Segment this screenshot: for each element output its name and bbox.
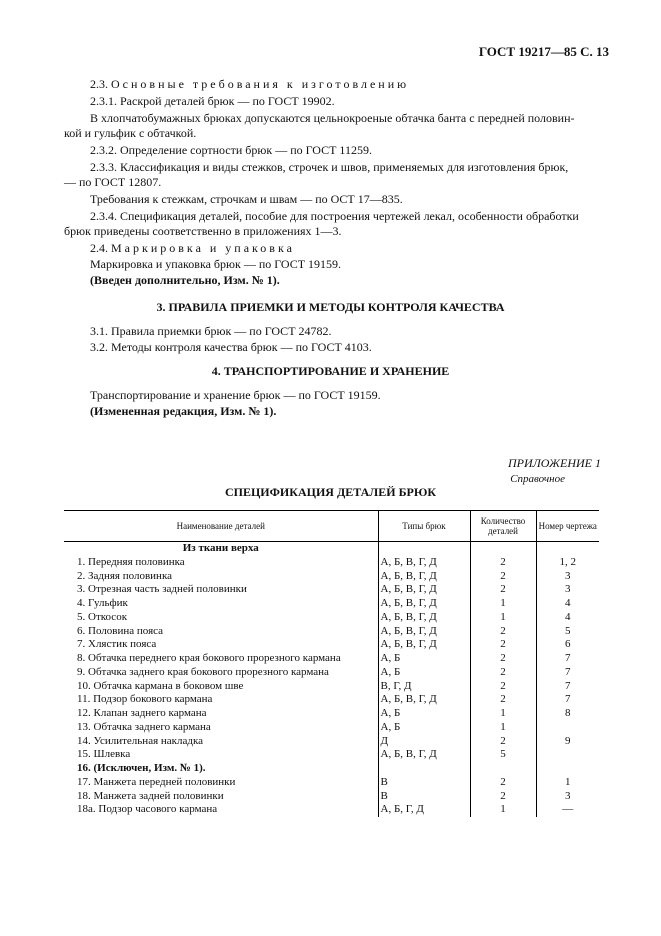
cell-name: 8. Обтачка переднего края бокового прорезного кармана: [77, 652, 341, 664]
table-row: [64, 666, 599, 680]
spec-header-row: [64, 511, 599, 542]
para-4: Транспортирование и хранение брюк — по ГОСТ 19159.: [90, 388, 381, 402]
para-2-3-4-line1: 2.3.4. Спецификация деталей, пособие для построения чертежей лекал, особенности обработки: [90, 209, 579, 223]
cell-types: А, Б, Г, Д: [378, 803, 470, 817]
cell-name: 12. Клапан заднего кармана: [77, 707, 207, 719]
cell-types: В, Г, Д: [378, 680, 470, 694]
table-row: [64, 583, 599, 597]
table-row: [64, 776, 599, 790]
spec-group-row: [64, 542, 599, 556]
col-header-name: Наименование деталей: [64, 511, 378, 542]
table-row: [64, 762, 599, 776]
sec-2-4-num: 2.4.: [90, 241, 108, 255]
para-2-4: Маркировка и упаковка брюк — по ГОСТ 19159.: [90, 257, 342, 271]
cell-qty: 1: [470, 597, 536, 611]
cell-name: 6. Половина пояса: [77, 624, 164, 637]
cell-qty: 2: [470, 638, 536, 652]
cell-types: А, Б, В, Г, Д: [378, 638, 470, 652]
cell-name: 10. Обтачка кармана в боковом шве: [77, 679, 244, 692]
cell-qty: 2: [470, 790, 536, 804]
table-row: [64, 611, 599, 625]
section-4-title: 4. ТРАНСПОРТИРОВАНИЕ И ХРАНЕНИЕ: [211, 364, 450, 378]
cell-qty: 1: [470, 721, 536, 735]
cell-types: А, Б, В, Г, Д: [378, 748, 470, 762]
cell-drawing: 3: [536, 790, 599, 804]
cell-drawing: 7: [536, 652, 599, 666]
para-2-3-1b-line1: В хлопчатобумажных брюках допускаются цельнокроеные обтачка банта с передней половин-: [90, 111, 575, 125]
table-row: [64, 570, 599, 584]
cell-drawing: 8: [536, 707, 599, 721]
para-2-3-1: 2.3.1. Раскрой деталей брюк — по ГОСТ 19902.: [90, 94, 335, 108]
table-row: [64, 707, 599, 721]
cell-qty: 1: [470, 611, 536, 625]
cell-name: 4. Гульфик: [77, 597, 128, 609]
cell-name: 17. Манжета передней половинки: [77, 775, 236, 788]
cell-drawing: 6: [536, 638, 599, 652]
cell-types: [378, 762, 470, 776]
cell-name: 18а. Подзор часового кармана: [77, 803, 218, 816]
cell-qty: 2: [470, 570, 536, 584]
appendix-label: ПРИЛОЖЕНИЕ 1: [508, 456, 601, 470]
cell-types: А, Б: [378, 666, 470, 680]
cell-qty: 1: [470, 707, 536, 721]
cell-name: 13. Обтачка заднего кармана: [77, 720, 211, 733]
col-header-qty: Количество деталей: [470, 511, 536, 542]
cell-drawing: 5: [536, 625, 599, 639]
cell-name: 11. Подзор бокового кармана: [77, 693, 213, 706]
sec-2-3-num: 2.3.: [90, 77, 108, 91]
table-row: [64, 693, 599, 707]
table-row: [64, 721, 599, 735]
cell-drawing: 9: [536, 735, 599, 749]
cell-types: А, Б: [378, 707, 470, 721]
cell-name: 14. Усилительная накладка: [77, 734, 204, 747]
cell-qty: 2: [470, 693, 536, 707]
cell-drawing: [536, 762, 599, 776]
cell-drawing: —: [536, 803, 599, 817]
cell-types: А, Б, В, Г, Д: [378, 625, 470, 639]
col-header-types: Типы брюк: [378, 511, 470, 542]
cell-drawing: 7: [536, 693, 599, 707]
para-3-2: 3.2. Методы контроля качества брюк — по ГОСТ 4103.: [90, 340, 372, 354]
cell-name: 15. Шлевка: [77, 748, 131, 761]
table-row: [64, 748, 599, 762]
cell-types: А, Б: [378, 721, 470, 735]
cell-drawing: 7: [536, 666, 599, 680]
sec-2-3-title: Основные требования к изготовлению: [111, 77, 410, 91]
cell-drawing: 1: [536, 776, 599, 790]
sec-2-4-title: Маркировка и упаковка: [111, 241, 295, 255]
para-2-3-1b-line2: кой и гульфик с обтачкой.: [64, 126, 197, 140]
page-header: ГОСТ 19217—85 С. 13: [478, 44, 609, 59]
cell-qty: 2: [470, 776, 536, 790]
cell-name: 16. (Исключен, Изм. № 1).: [77, 762, 206, 774]
cell-drawing: 7: [536, 680, 599, 694]
table-row: [64, 803, 599, 817]
cell-qty: 2: [470, 583, 536, 597]
cell-qty: 2: [470, 625, 536, 639]
para-3-1: 3.1. Правила приемки брюк — по ГОСТ 24782.: [90, 324, 332, 338]
table-row: [64, 652, 599, 666]
cell-name: 9. Обтачка заднего края бокового прорезного кармана: [77, 665, 329, 678]
cell-drawing: [536, 748, 599, 762]
cell-types: Д: [378, 735, 470, 749]
cell-drawing: 1, 2: [536, 556, 599, 570]
cell-qty: 5: [470, 748, 536, 762]
spec-table: [64, 510, 599, 817]
cell-name: 7. Хлястик пояса: [77, 638, 157, 651]
cell-types: А, Б, В, Г, Д: [378, 556, 470, 570]
table-row: [64, 625, 599, 639]
cell-drawing: 4: [536, 597, 599, 611]
cell-types: В: [378, 790, 470, 804]
cell-qty: 1: [470, 803, 536, 817]
para-2-3-4-line2: брюк приведены соответственно в приложениях 1—3.: [64, 224, 342, 238]
cell-qty: 2: [470, 680, 536, 694]
table-row: [64, 638, 599, 652]
amendment-note-2: (Измененная редакция, Изм. № 1).: [90, 404, 277, 418]
cell-types: А, Б, В, Г, Д: [378, 693, 470, 707]
col-header-drawing: Номер чертежа: [536, 511, 599, 542]
para-2-3-3b: Требования к стежкам, строчкам и швам — по ОСТ 17—835.: [90, 192, 403, 206]
cell-drawing: 3: [536, 570, 599, 584]
sec-2-4-heading: [90, 241, 295, 256]
para-2-3-3-line2: — по ГОСТ 12807.: [64, 175, 162, 189]
cell-types: А, Б, В, Г, Д: [378, 611, 470, 625]
amendment-note-1: (Введен дополнительно, Изм. № 1).: [90, 273, 280, 287]
cell-drawing: 3: [536, 583, 599, 597]
table-row: [64, 597, 599, 611]
cell-qty: 2: [470, 735, 536, 749]
cell-types: А, Б, В, Г, Д: [378, 570, 470, 584]
cell-types: А, Б, В, Г, Д: [378, 597, 470, 611]
cell-types: В: [378, 776, 470, 790]
cell-types: А, Б, В, Г, Д: [378, 583, 470, 597]
cell-name: 3. Отрезная часть задней половинки: [77, 583, 247, 596]
cell-name: 1. Передняя половинка: [77, 555, 185, 568]
para-2-3-2: 2.3.2. Определение сортности брюк — по ГОСТ 11259.: [90, 143, 372, 157]
sec-2-3-heading: [90, 77, 409, 92]
cell-qty: 2: [470, 556, 536, 570]
table-row: [64, 790, 599, 804]
spec-title: СПЕЦИФИКАЦИЯ ДЕТАЛЕЙ БРЮК: [224, 485, 437, 499]
cell-drawing: 4: [536, 611, 599, 625]
section-3-title: 3. ПРАВИЛА ПРИЕМКИ И МЕТОДЫ КОНТРОЛЯ КАЧЕСТВА: [156, 300, 505, 314]
para-2-3-3-line1: 2.3.3. Классификация и виды стежков, строчек и швов, применяемых для изготовления брюк,: [90, 160, 569, 174]
table-row: [64, 680, 599, 694]
cell-name: 2. Задняя половинка: [77, 569, 173, 582]
cell-qty: [470, 762, 536, 776]
cell-name: 5. Откосок: [77, 610, 128, 623]
table-row: [64, 556, 599, 570]
table-row: [64, 735, 599, 749]
appendix-subtitle: Справочное: [510, 473, 565, 485]
cell-qty: 2: [470, 652, 536, 666]
cell-types: А, Б: [378, 652, 470, 666]
group-label: Из ткани верха: [182, 542, 259, 554]
cell-qty: 2: [470, 666, 536, 680]
cell-name: 18. Манжета задней половинки: [77, 789, 224, 802]
cell-drawing: [536, 721, 599, 735]
